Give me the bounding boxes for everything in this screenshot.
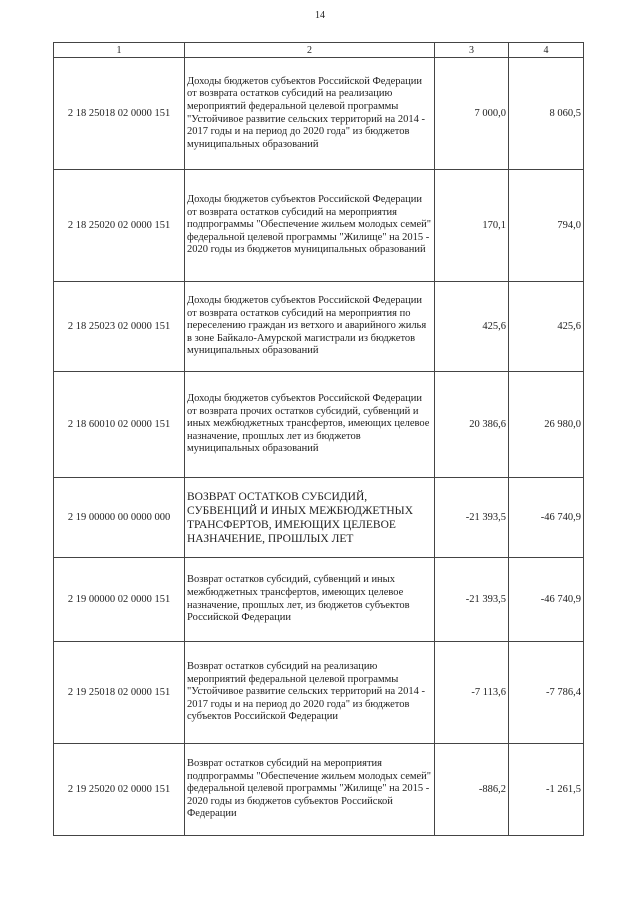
value-col4-cell: 425,6 xyxy=(509,282,584,372)
budget-code-cell: 2 19 25018 02 0000 151 xyxy=(54,642,185,744)
income-name-cell: Доходы бюджетов субъектов Российской Федерации от возврата остатков субсидий на мероприятия подпрограммы "Обеспечение жильем молодых семей" федеральной целевой программы "Жилище" на 2015 - 2020 годы из бюджетов муниципальных образований xyxy=(185,170,435,282)
income-name-cell: Возврат остатков субсидий на мероприятия подпрограммы "Обеспечение жильем молодых семей" федеральной целевой программы "Жилище" на 2015 - 2020 годы из бюджетов субъектов Российской Федерации xyxy=(185,744,435,836)
income-name-cell: Возврат остатков субсидий на реализацию мероприятий федеральной целевой программы "Устойчивое развитие сельских территорий на 2014 - 2017 годы и на период до 2020 года" из бюджетов субъектов Российской Федерации xyxy=(185,642,435,744)
value-col3-cell: 7 000,0 xyxy=(435,58,509,170)
budget-table xyxy=(53,42,584,836)
income-name-cell: Возврат остатков субсидий, субвенций и иных межбюджетных трансфертов, имеющих целевое назначение, прошлых лет, из бюджетов субъектов Российской Федерации xyxy=(185,558,435,642)
column-header-3: 3 xyxy=(435,43,509,58)
budget-code-cell: 2 19 00000 02 0000 151 xyxy=(54,558,185,642)
value-col3-cell: -7 113,6 xyxy=(435,642,509,744)
table-row xyxy=(54,478,584,558)
income-name-cell: Доходы бюджетов субъектов Российской Федерации от возврата прочих остатков субсидий, субвенций и иных межбюджетных трансфертов, имеющих целевое назначение, прошлых лет из бюджетов муниципальных образований xyxy=(185,372,435,478)
income-name-cell: Доходы бюджетов субъектов Российской Федерации от возврата остатков субсидий на мероприятия по переселению граждан из ветхого и аварийного жилья в зоне Байкало-Амурской магистрали из бюджетов муниципальных образований xyxy=(185,282,435,372)
value-col4-cell: 8 060,5 xyxy=(509,58,584,170)
value-col4-cell: -7 786,4 xyxy=(509,642,584,744)
value-col3-cell: -21 393,5 xyxy=(435,558,509,642)
value-col3-cell: -886,2 xyxy=(435,744,509,836)
column-header-2: 2 xyxy=(185,43,435,58)
value-col3-cell: 425,6 xyxy=(435,282,509,372)
page-number: 14 xyxy=(315,10,325,21)
budget-code-cell: 2 19 00000 00 0000 000 xyxy=(54,478,185,558)
budget-code-cell: 2 18 25018 02 0000 151 xyxy=(54,58,185,170)
table-row xyxy=(54,282,584,372)
income-name-cell: Доходы бюджетов субъектов Российской Федерации от возврата остатков субсидий на реализацию мероприятий федеральной целевой программы "Устойчивое развитие сельских территорий на 2014 - 2017 годы и на период до 2020 года" из бюджетов муниципальных образований xyxy=(185,58,435,170)
column-header-1: 1 xyxy=(54,43,185,58)
table-row xyxy=(54,58,584,170)
income-name-cell: ВОЗВРАТ ОСТАТКОВ СУБСИДИЙ, СУБВЕНЦИЙ И ИНЫХ МЕЖБЮДЖЕТНЫХ ТРАНСФЕРТОВ, ИМЕЮЩИХ ЦЕЛЕВОЕ НАЗНАЧЕНИЕ, ПРОШЛЫХ ЛЕТ xyxy=(185,478,435,558)
budget-code-cell: 2 18 25023 02 0000 151 xyxy=(54,282,185,372)
value-col4-cell: 794,0 xyxy=(509,170,584,282)
value-col4-cell: -46 740,9 xyxy=(509,558,584,642)
table-header-row xyxy=(54,43,584,58)
budget-code-cell: 2 19 25020 02 0000 151 xyxy=(54,744,185,836)
value-col4-cell: -1 261,5 xyxy=(509,744,584,836)
value-col3-cell: 170,1 xyxy=(435,170,509,282)
value-col4-cell: -46 740,9 xyxy=(509,478,584,558)
value-col3-cell: -21 393,5 xyxy=(435,478,509,558)
table-row xyxy=(54,744,584,836)
table-row xyxy=(54,558,584,642)
budget-code-cell: 2 18 25020 02 0000 151 xyxy=(54,170,185,282)
value-col3-cell: 20 386,6 xyxy=(435,372,509,478)
column-header-4: 4 xyxy=(509,43,584,58)
table-row xyxy=(54,642,584,744)
table-row xyxy=(54,170,584,282)
value-col4-cell: 26 980,0 xyxy=(509,372,584,478)
budget-code-cell: 2 18 60010 02 0000 151 xyxy=(54,372,185,478)
table-row xyxy=(54,372,584,478)
